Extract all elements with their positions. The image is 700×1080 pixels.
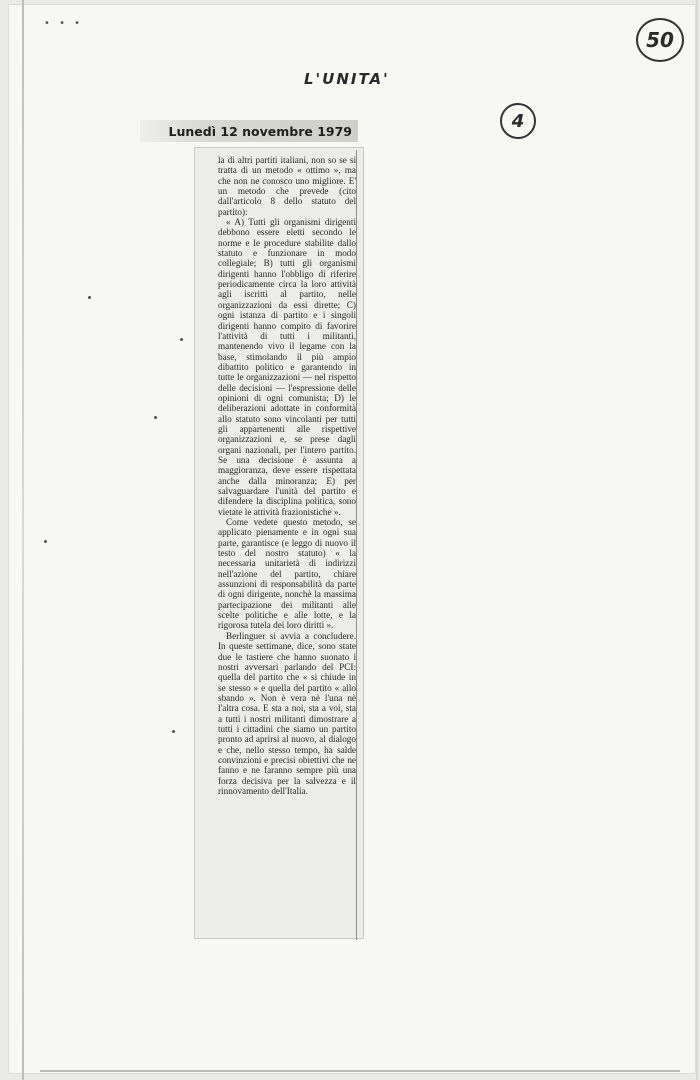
page-bottom-edge (40, 1070, 680, 1072)
article-paragraph: Come vedete questo metodo, se applicato pienamente e in ogni sua parte, garantisce (e leggo di nuovo il testo del nostro statuto) « la necessaria unitarietà di indirizzi nell'azione del partito, chiare assunzioni di responsabilità da parte di ogni dirigente, nonchè la massima partecipazione dei militanti alle scelte politiche e alle lotte, e la rigorosa tutela dei loro diritti ». (218, 517, 356, 631)
page-right-edge (696, 0, 698, 1080)
scan-speck (154, 416, 157, 419)
scan-speck (180, 338, 183, 341)
article-paragraph: Berlinguer si avvia a concludere. In queste settimane, dice, sono state due le tastiere che hanno suonato i nostri avversari parlando del PCI: quella del partito che « si chiude in se stesso » e quella del partito « allo sbando ». Non è vera nè l'una nè l'altra cosa. E sta a noi, sta a voi, sta a tutti i nostri militanti dimostrare a tutti i cittadini che siamo un partito pronto ad aprirsi al nuovo, al dialogo e che, nello stesso tempo, ha salde convinzioni e precisi obiettivi che ne fanno e ne faranno sempre più una forza decisiva per la salvezza e il rinnovamento dell'Italia. (218, 630, 356, 796)
article-paragraph: « A) Tutti gli organismi dirigenti debbono essere eletti secondo le norme e le procedure stabilite dallo statuto e funzionare in modo collegiale; B) tutti gli organismi dirigenti hanno l'obbligo di riferire periodicamente circa la loro attività agli iscritti al partito, nelle organizzazioni da essi dirette; C) ogni istanza di partito e i singoli dirigenti hanno compito di favorire l'attività di tutti i militanti, mantenendo vivo il legame con la base, stimolando il più ampio dibattito politico e garantendo in tutte le organizzazioni — nel rispetto delle decisioni — l'espressione delle opinioni di ogni comunista; D) le deliberazioni adottate in conformità allo statuto sono vincolanti per tutti gli appartenenti alle rispettive organizzazioni e, se prese dagli organi nazionali, per l'intero partito. Se una decisione è assunta a maggioranza, deve essere rispettata anche dalla minoranza; E) per salvaguardare l'unità del partito e difendere la disciplina politica, sono vietate le attività frazionistiche ». (218, 217, 356, 517)
column-rule (356, 150, 357, 940)
scan-speck (172, 730, 175, 733)
scan-speck (88, 296, 91, 299)
dateline-text: Lunedì 12 novembre 1979 (168, 123, 352, 139)
page-number-text: 50 (646, 28, 674, 52)
article-column (218, 155, 356, 796)
margin-dots: • • • (44, 18, 84, 29)
circled-number-text: 4 (511, 110, 525, 132)
article-paragraph: la di altri partiti italiani, non so se si tratta di un metodo « ottimo », ma che non ne conosco uno migliore. E' un metodo che prevede (cito dall'articolo 8 dello statuto del partito): (218, 155, 356, 217)
handwritten-page-number (636, 18, 684, 62)
handwritten-circled-number (500, 103, 536, 139)
newspaper-dateline (140, 120, 358, 142)
page-left-edge (22, 0, 24, 1080)
handwritten-newspaper-name: L'UNITA' (304, 70, 390, 88)
scan-speck (44, 540, 47, 543)
